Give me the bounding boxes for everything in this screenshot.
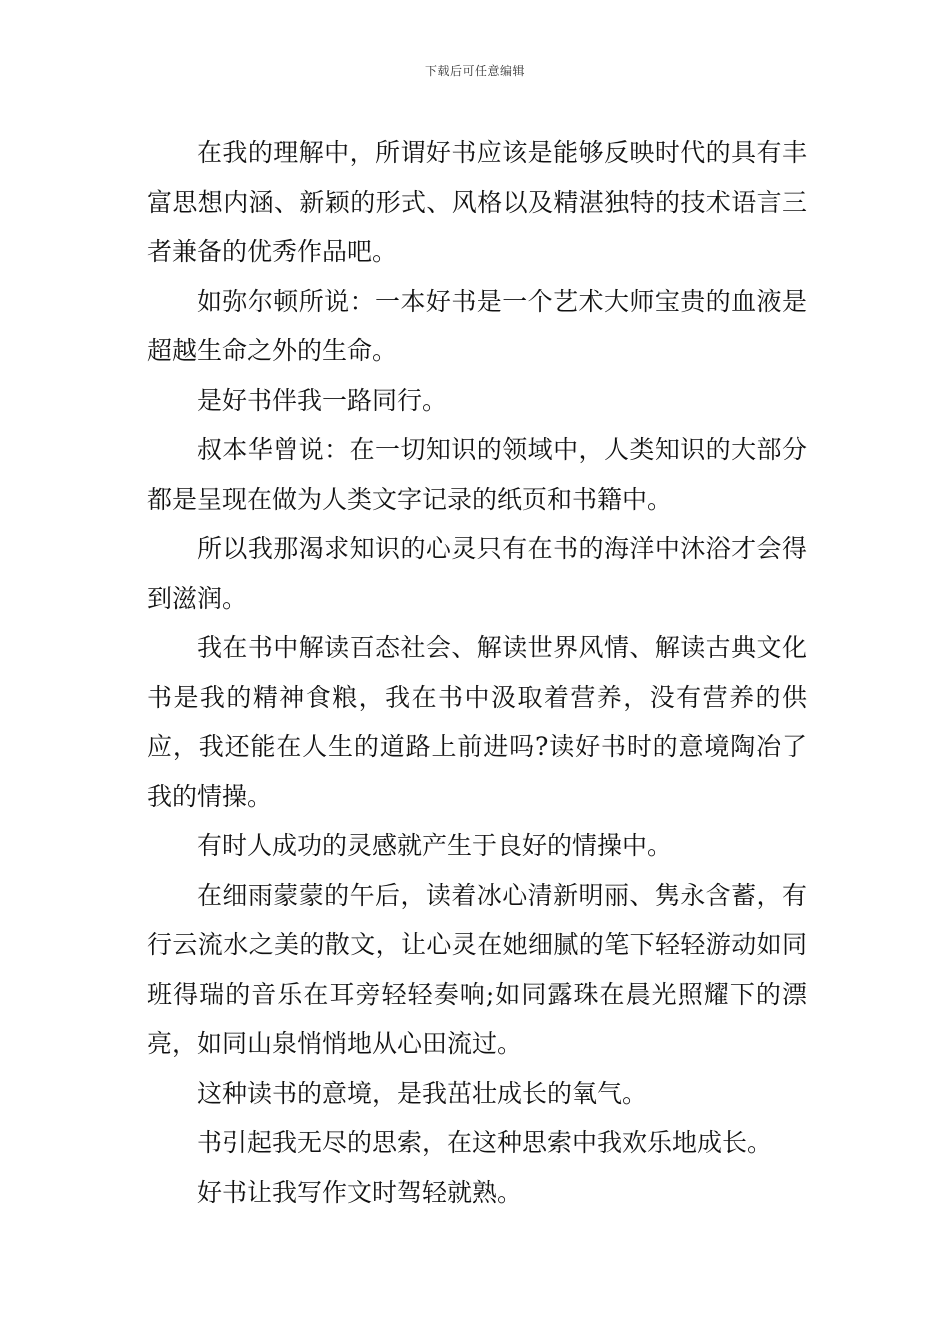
paragraph-5: 所以我那渴求知识的心灵只有在书的海洋中沐浴才会得到滋润。 <box>147 534 807 613</box>
paragraph-4: 叔本华曾说：在一切知识的领域中，人类知识的大部分都是呈现在做为人类文字记录的纸页和书籍中。 <box>147 435 807 514</box>
page-header: 下载后可任意编辑 <box>424 64 525 78</box>
paragraph-7: 有时人成功的灵感就产生于良好的情操中。 <box>197 831 673 860</box>
paragraph-2: 如弥尔顿所说：一本好书是一个艺术大师宝贵的血液是超越生命之外的生命。 <box>147 286 807 365</box>
paragraph-9: 这种读书的意境，是我茁壮成长的氧气。 <box>197 1078 648 1108</box>
paragraph-6: 我在书中解读百态社会、解读世界风情、解读古典文化书是我的精神食粮，我在书中汲取着营养，没有营养的供应，我还能在人生的道路上前进吗?读好书时的意境陶冶了我的情操。 <box>147 633 807 811</box>
paragraph-8: 在细雨蒙蒙的午后，读着冰心清新明丽、隽永含蓄，有行云流水之美的散文，让心灵在她细腻的笔下轻轻游动如同班得瑞的音乐在耳旁轻轻奏响;如同露珠在晨光照耀下的漂亮，如同山泉悄悄地从心田流过。 <box>147 880 807 1058</box>
paragraph-11: 好书让我写作文时驾轻就熟。 <box>197 1177 523 1207</box>
paragraph-10: 书引起我无尽的思索，在这种思索中我欢乐地成长。 <box>197 1128 773 1157</box>
paragraph-1: 在我的理解中，所谓好书应该是能够反映时代的具有丰富思想内涵、新颖的形式、风格以及精湛独特的技术语言三者兼备的优秀作品吧。 <box>147 138 807 266</box>
document-body <box>147 128 807 1217</box>
paragraph-3: 是好书伴我一路同行。 <box>197 385 448 415</box>
